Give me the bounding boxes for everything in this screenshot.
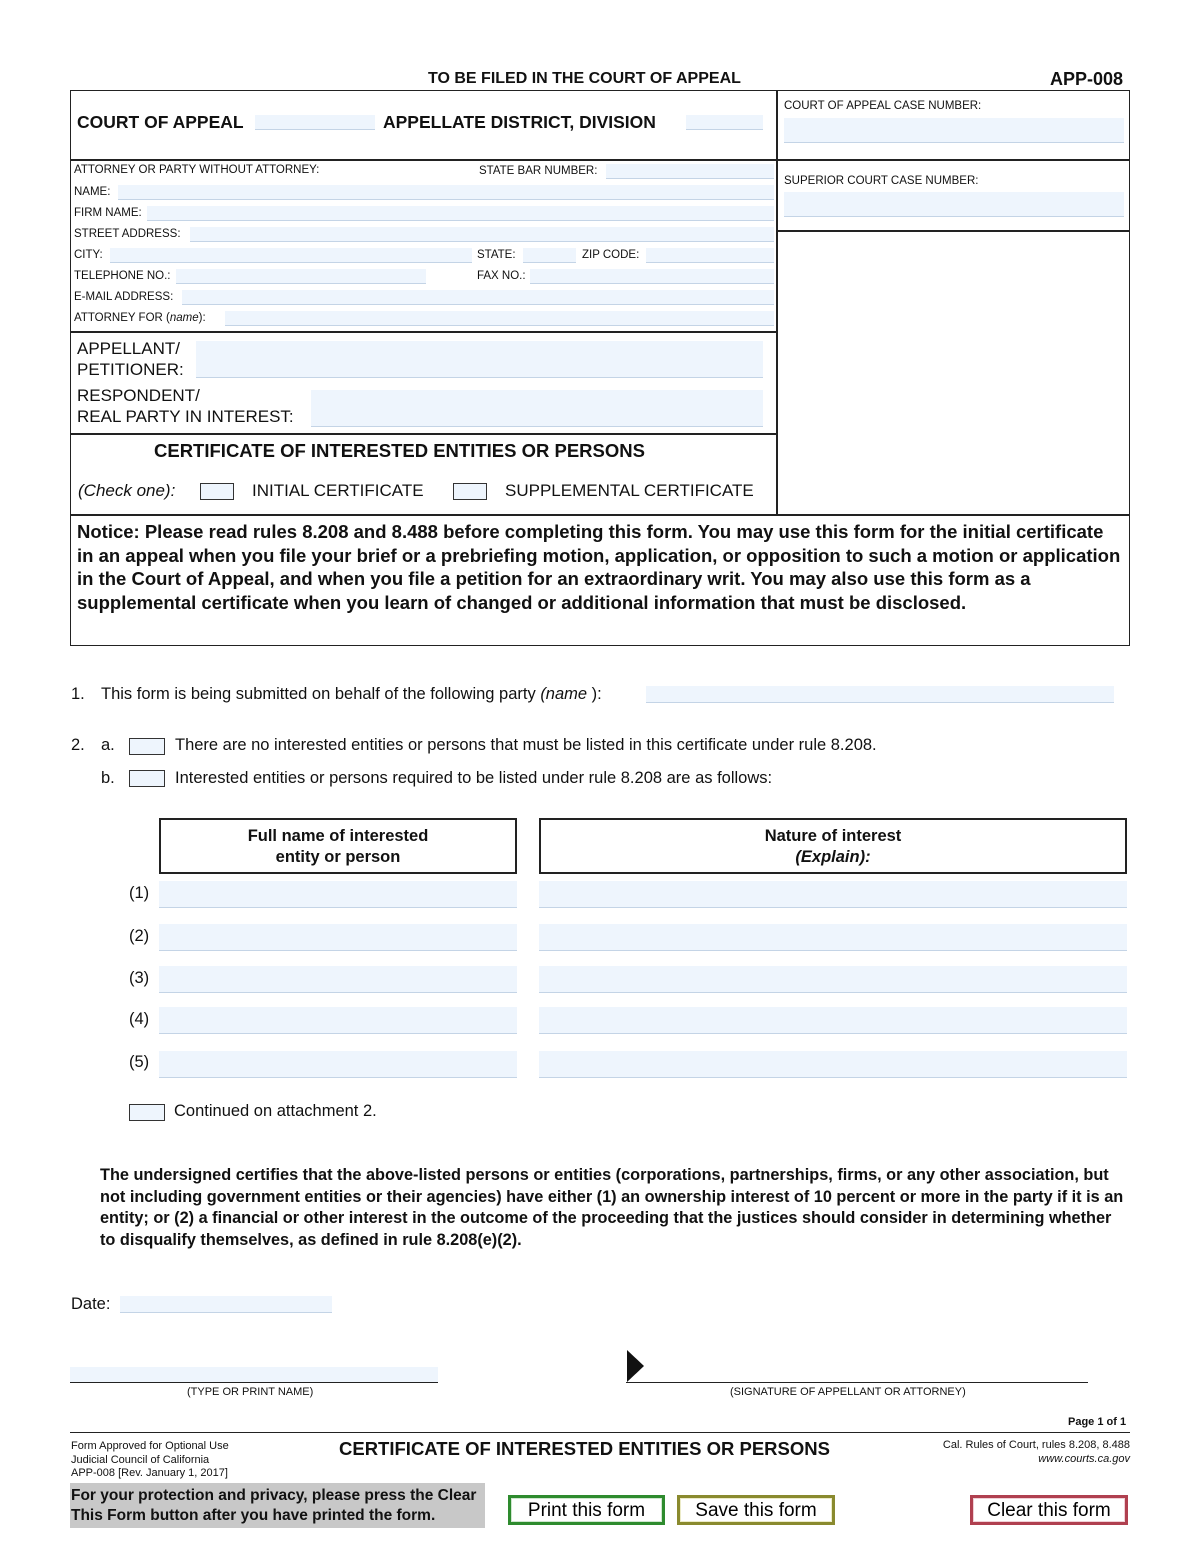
signature-caption: (SIGNATURE OF APPELLANT OR ATTORNEY)	[730, 1386, 966, 1398]
column-divider	[776, 90, 778, 515]
row-label: (2)	[129, 927, 150, 945]
col1-line2: entity or person	[275, 848, 401, 866]
divider	[70, 159, 1130, 161]
party-name-field[interactable]	[646, 686, 1114, 703]
notice-text: Notice: Please read rules 8.208 and 8.488 before completing this form. You may use this form for the initial certificate in an appeal when you file your brief or a prebriefing motion, application, or opposition to such a motion or application in the Court of Appeal, and when you file a petition for an extraordinary writ. You may also use this form as a supplemental certificate when you learn of changed or additional information that must be disclosed.	[77, 521, 1121, 613]
item1-number: 1.	[71, 685, 85, 703]
entity-name-field-5[interactable]	[159, 1051, 517, 1078]
item1-main-text: This form is being submitted on behalf of the following party	[101, 685, 541, 703]
footer-title: CERTIFICATE OF INTERESTED ENTITIES OR PERSONS	[339, 1438, 830, 1459]
city-label: CITY:	[74, 249, 103, 261]
entity-name-field-3[interactable]	[159, 966, 517, 993]
entity-name-field-1[interactable]	[159, 881, 517, 908]
initial-certificate-checkbox[interactable]	[200, 483, 234, 500]
respondent-field[interactable]	[311, 390, 763, 427]
privacy-notice: For your protection and privacy, please press the Clear This Form button after you have printed the form.	[70, 1483, 485, 1528]
name-line	[70, 1382, 438, 1383]
divider	[70, 514, 1130, 516]
fax-field[interactable]	[530, 269, 774, 284]
row-label: (3)	[129, 969, 150, 987]
name-field[interactable]	[118, 185, 774, 200]
certification-text: The undersigned certifies that the above-listed persons or entities (corporations, partnerships, firms, or any other association, but not including government entities or their agencies) have either (1) an ownership interest of 10 percent or more in the party if it is an entity; or (2) a financial or other interest in the outcome of the proceeding that the justices should consider in determining whether to disqualify themselves, as defined in rule 8.208(e)(2).	[100, 1166, 1124, 1249]
name-label: NAME:	[74, 186, 111, 198]
nature-field-5[interactable]	[539, 1051, 1127, 1078]
divider	[70, 433, 777, 435]
divider	[776, 230, 1130, 232]
item1-name-text: (name	[540, 685, 588, 703]
date-label: Date:	[71, 1295, 111, 1313]
fax-label: FAX NO.:	[477, 270, 526, 282]
type-name-caption: (TYPE OR PRINT NAME)	[187, 1386, 314, 1398]
attorney-heading: ATTORNEY OR PARTY WITHOUT ATTORNEY:	[74, 164, 320, 176]
firm-field[interactable]	[147, 206, 774, 221]
entity-name-field-4[interactable]	[159, 1007, 517, 1034]
item1-end-text: ):	[587, 685, 602, 703]
col2-line2: (Explain):	[795, 848, 871, 866]
zip-label: ZIP CODE:	[582, 249, 640, 261]
appellant-line2: PETITIONER:	[77, 360, 184, 379]
signature-arrow-icon	[626, 1349, 646, 1383]
case-number-field[interactable]	[784, 118, 1124, 143]
item2a-text: There are no interested entities or persons that must be listed in this certificate under rule 8.208.	[175, 736, 877, 754]
nature-field-4[interactable]	[539, 1007, 1127, 1034]
item1-text	[101, 685, 602, 704]
entity-name-field-2[interactable]	[159, 924, 517, 951]
email-label: E-MAIL ADDRESS:	[74, 291, 174, 303]
print-button[interactable]: Print this form	[508, 1495, 665, 1525]
date-field[interactable]	[120, 1296, 332, 1313]
state-label: STATE:	[477, 249, 516, 261]
filed-in-heading: TO BE FILED IN THE COURT OF APPEAL	[428, 70, 741, 87]
respondent-line2: REAL PARTY IN INTEREST:	[77, 407, 294, 426]
row-label: (1)	[129, 884, 150, 902]
signature-line	[626, 1382, 1088, 1383]
respondent-line1: RESPONDENT/	[77, 386, 200, 405]
case-number-label: COURT OF APPEAL CASE NUMBER:	[784, 100, 982, 112]
supplemental-certificate-label: SUPPLEMENTAL CERTIFICATE	[505, 481, 754, 500]
rules-text: Cal. Rules of Court, rules 8.208, 8.488	[942, 1439, 1130, 1451]
no-interested-checkbox[interactable]	[129, 738, 165, 755]
state-field[interactable]	[523, 248, 576, 263]
rules-block	[943, 1439, 1130, 1466]
footer-rule	[70, 1432, 1130, 1433]
attorney-for-text: ATTORNEY FOR (	[74, 312, 170, 324]
approved-line1: Form Approved for Optional Use	[71, 1440, 229, 1452]
district-division-label: APPELLATE DISTRICT, DIVISION	[383, 112, 656, 132]
item2b-label: b.	[101, 769, 115, 787]
approved-block	[71, 1440, 229, 1481]
interested-listed-checkbox[interactable]	[129, 770, 165, 787]
item2a-label: a.	[101, 736, 115, 754]
street-field[interactable]	[190, 227, 774, 242]
check-one-label: (Check one):	[78, 481, 176, 500]
firm-label: FIRM NAME:	[74, 207, 142, 219]
street-label: STREET ADDRESS:	[74, 228, 181, 240]
attorney-for-end-text: ):	[198, 312, 206, 324]
nature-field-2[interactable]	[539, 924, 1127, 951]
nature-field-1[interactable]	[539, 881, 1127, 908]
item2b-text: Interested entities or persons required to be listed under rule 8.208 are as follows:	[175, 769, 773, 787]
column-header-nature	[539, 818, 1127, 874]
phone-label: TELEPHONE NO.:	[74, 270, 171, 282]
phone-field[interactable]	[176, 269, 426, 284]
save-button[interactable]: Save this form	[677, 1495, 835, 1525]
bar-number-field[interactable]	[606, 164, 774, 179]
court-of-appeal-label: COURT OF APPEAL	[77, 112, 244, 132]
email-field[interactable]	[182, 290, 774, 305]
appellant-label	[77, 338, 184, 380]
superior-case-label: SUPERIOR COURT CASE NUMBER:	[784, 175, 979, 187]
col2-line1: Nature of interest	[764, 827, 902, 845]
approved-line2: Judicial Council of California	[71, 1453, 210, 1466]
row-label: (4)	[129, 1010, 150, 1028]
nature-field-3[interactable]	[539, 966, 1127, 993]
col1-line1: Full name of interested	[247, 827, 429, 845]
approved-line3: APP-008 [Rev. January 1, 2017]	[71, 1467, 228, 1479]
bar-number-label: STATE BAR NUMBER:	[479, 165, 598, 177]
website-link[interactable]: www.courts.ca.gov	[1038, 1452, 1130, 1465]
initial-certificate-label: INITIAL CERTIFICATE	[252, 481, 424, 500]
division-field[interactable]	[686, 115, 763, 130]
respondent-label	[77, 385, 294, 427]
superior-case-field[interactable]	[784, 192, 1124, 217]
zip-field[interactable]	[646, 248, 774, 263]
appellant-line1: APPELLANT/	[77, 339, 180, 358]
page-number: Page 1 of 1	[1068, 1416, 1127, 1428]
attorney-for-field[interactable]	[225, 311, 774, 326]
column-header-name	[159, 818, 517, 874]
appellant-field[interactable]	[196, 341, 763, 378]
attorney-for-label	[74, 312, 206, 324]
divider	[70, 331, 777, 333]
item2-number: 2.	[71, 736, 85, 754]
supplemental-certificate-checkbox[interactable]	[453, 483, 487, 500]
attorney-for-name-text: name	[169, 312, 199, 324]
print-name-field[interactable]	[70, 1367, 438, 1383]
district-field[interactable]	[255, 115, 375, 130]
city-field[interactable]	[110, 248, 472, 263]
row-label: (5)	[129, 1053, 150, 1071]
clear-button[interactable]: Clear this form	[970, 1495, 1128, 1525]
continued-checkbox[interactable]	[129, 1104, 165, 1121]
continued-label: Continued on attachment 2.	[174, 1102, 377, 1120]
form-id: APP-008	[1050, 69, 1124, 89]
certificate-title: CERTIFICATE OF INTERESTED ENTITIES OR PERSONS	[154, 440, 645, 461]
